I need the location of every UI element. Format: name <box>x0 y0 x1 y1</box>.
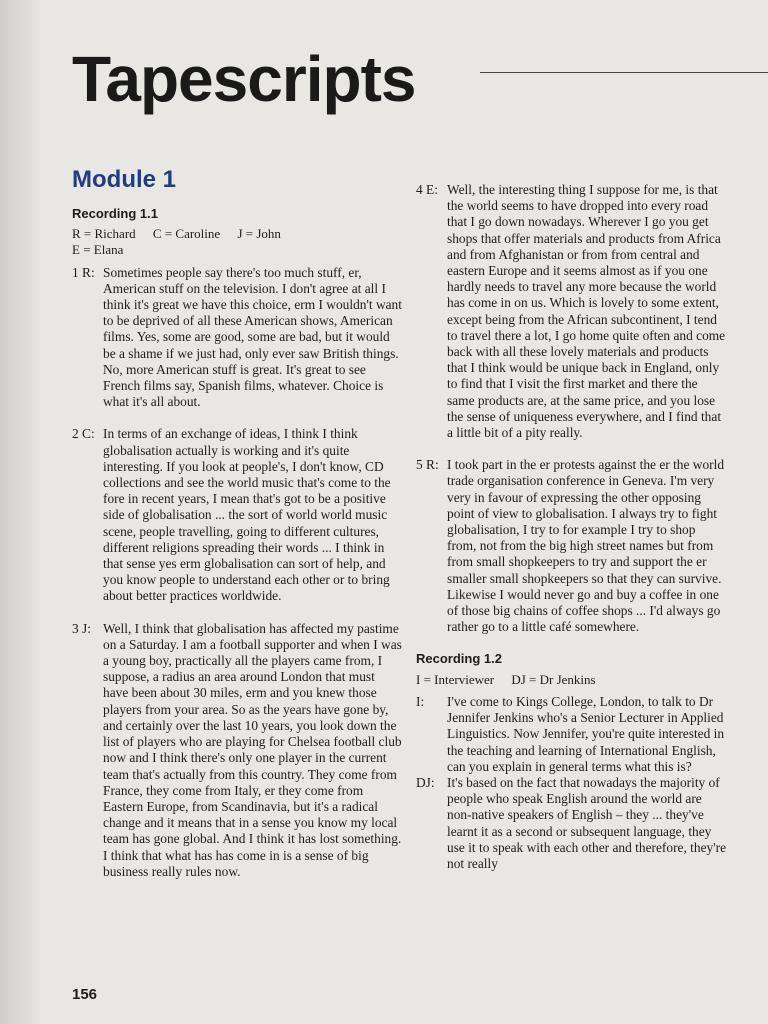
page-title: Tapescripts <box>72 43 416 115</box>
speaker-tag: 5 R: <box>416 457 439 473</box>
transcript-text: I've come to Kings College, London, to talk to Dr Jennifer Jenkins who's a Senior Lecturer in Applied Linguistics. Now Jennifer, you're quite interested in the teaching and learning of International English, can you explain in general terms what this is? <box>447 693 725 774</box>
recording-heading: Recording 1.2 <box>416 651 502 667</box>
speaker-tag: 1 R: <box>72 264 95 280</box>
legend-item: DJ = Dr Jenkins <box>511 671 596 687</box>
transcript-entry <box>416 182 728 441</box>
transcript-text: Sometimes people say there's too much stuff, er, American stuff on the television. I don't agree at all I think it's great we have this choice, erm I wouldn't want to be deprived of all these American shows, American films. Yes, some are good, some are bad, but it would be a shame if we just had, only ever saw British things. No, more American stuff is great. It's great to see French films say, Spanish films, whatever. Choice is what it's all about. <box>103 264 402 410</box>
module-heading: Module 1 <box>72 166 177 193</box>
transcript-text: I took part in the er protests against the er the world trade organisation conference in Geneva. I'm very very in favour of expressing the other opposing point of view to globalisation. I always try to fight globalisation, I try to for example I try to shop from, not from the big high street names but from from small shopkeepers to try and support the er smaller small shopkeepers so that they can survive. Likewise I would never go and buy a coffee in one of those big chains of coffee shops ... I'd always go rather go to a little café somewhere. <box>447 457 725 635</box>
transcript-entry <box>72 621 402 880</box>
recording-heading: Recording 1.1 <box>72 206 158 221</box>
legend-item: R = Richard <box>72 226 136 242</box>
transcript-entry <box>416 694 728 775</box>
right-column <box>416 182 728 872</box>
legend-item: E = Elana <box>72 242 124 258</box>
left-column <box>72 206 402 880</box>
speaker-tag: 4 E: <box>416 182 438 197</box>
legend-item: C = Caroline <box>152 226 221 242</box>
transcript-text: It's based on the fact that nowadays the majority of people who speak English around the world are non-native speakers of English – they ... they've learnt it as a second or subsequent language, they use it to speak with each other and therefore, they're not really <box>447 774 727 871</box>
legend-item: I = Interviewer <box>416 671 495 687</box>
speaker-tag: I: <box>416 693 425 709</box>
transcript-entry <box>72 265 402 411</box>
speaker-tag: DJ: <box>416 774 435 790</box>
transcript-text: Well, I think that globalisation has affected my pastime on a Saturday. I am a football supporter and when I was a young boy, practically all the players came from, I suppose, a radius an area around London that must have been about 30 miles, erm and you knew those players from your area. So as the years have gone by, and certainly over the last 10 years, you look down the list of players who are playing for Chelsea football club now and I think there's only one player in the current team that's actually from this country. They come from France, they come from Italy, er they come from Eastern Europe, from Scandinavia, but it's a radical change and it means that in a sense you know my local team has gone global. And I think it has lost something. I think that what has has come in is a sense of big business really rules now. <box>103 620 402 879</box>
speaker-legend <box>72 226 402 242</box>
page-edge-shadow <box>0 0 40 1024</box>
transcript-entry <box>416 775 728 872</box>
transcript-text: In terms of an exchange of ideas, I think I think globalisation actually is working and it's quite interesting. If you look at people's, I don't know, CD collections and see the world music that's come to the fore in recent years, I mean that's got to be a positive side of globalisation ... the sort of world world music scene, people travelling, going to different cultures, different religions spreading their words ... I think in that sense yes erm globalisation can sort of help, and you know people to understand each other or to bring about better practices worldwide. <box>103 426 391 604</box>
speaker-legend <box>72 242 402 258</box>
legend-item: J = John <box>237 226 281 242</box>
transcript-entry <box>72 426 402 604</box>
title-rule <box>480 72 768 73</box>
transcript-entry <box>416 457 728 635</box>
speaker-tag: 3 J: <box>72 620 91 636</box>
page-number: 156 <box>72 986 98 1003</box>
speaker-legend <box>416 672 728 688</box>
transcript-text: Well, the interesting thing I suppose for me, is that the world seems to have dropped into every road that I go down nowadays. Wherever I go you get shops that offer materials and products from Africa and from Afghanistan or from from central and eastern Europe and it seems almost as if you one hardly needs to travel any more because the world has come in on us. Which is lovely to some extent, except being from the African subcontinent, I tend to travel there a lot, I go home quite often and come back with all these lovely materials and products that I think would be unique back in England, only to find that I visit the first market and there the same products are, at the same price, and you lose the sense of uniqueness everywhere, and I find that a little bit of a pity really. <box>447 182 726 441</box>
speaker-tag: 2 C: <box>72 426 95 442</box>
